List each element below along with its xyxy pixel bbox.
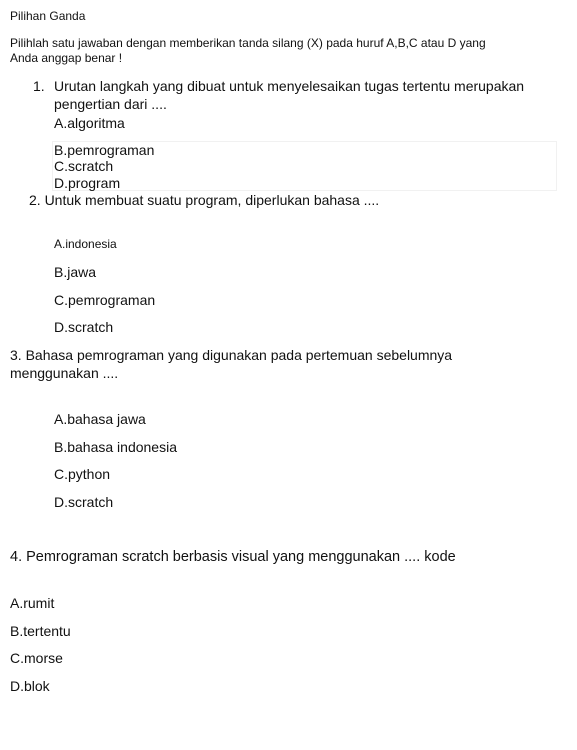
question-1-option-d: D.program bbox=[54, 175, 121, 191]
question-4-option-a: A.rumit bbox=[10, 595, 55, 611]
question-1-option-c: C.scratch bbox=[54, 158, 114, 174]
question-1-text-line-1: Urutan langkah yang dibuat untuk menyelesaikan tugas tertentu merupakan bbox=[54, 78, 525, 94]
question-3-option-a: A.bahasa jawa bbox=[54, 411, 146, 427]
question-1-option-a: A.algoritma bbox=[54, 115, 125, 131]
instruction-line-2: Anda anggap benar ! bbox=[10, 51, 123, 65]
instruction-line-1: Pilihlah satu jawaban dengan memberikan tanda silang (X) pada huruf A,B,C atau D yang bbox=[10, 36, 486, 50]
question-2-option-b: B.jawa bbox=[54, 264, 97, 280]
question-4-text: 4. Pemrograman scratch berbasis visual yang menggunakan .... kode bbox=[10, 549, 456, 565]
question-1-text-line-2: pengertian dari .... bbox=[54, 96, 167, 112]
question-3-option-b: B.bahasa indonesia bbox=[54, 439, 177, 455]
section-title: Pilihan Ganda bbox=[10, 9, 86, 23]
question-3-text-line-1: 3. Bahasa pemrograman yang digunakan pada pertemuan sebelumnya bbox=[10, 347, 453, 363]
question-1-option-b: B.pemrograman bbox=[54, 142, 155, 158]
question-4-option-b: B.tertentu bbox=[10, 623, 71, 639]
question-3-option-c: C.python bbox=[54, 466, 111, 482]
question-4-option-d: D.blok bbox=[10, 678, 50, 694]
question-3-text-line-2: menggunakan .... bbox=[10, 365, 119, 381]
question-3-option-d: D.scratch bbox=[54, 494, 114, 510]
question-2-option-c: C.pemrograman bbox=[54, 292, 156, 308]
question-2-option-d: D.scratch bbox=[54, 319, 114, 335]
question-2-text: 2. Untuk membuat suatu program, diperlukan bahasa .... bbox=[29, 192, 380, 208]
question-4-option-c: C.morse bbox=[10, 650, 63, 666]
question-1-number: 1. bbox=[33, 78, 45, 94]
question-2-option-a: A.indonesia bbox=[54, 237, 117, 251]
